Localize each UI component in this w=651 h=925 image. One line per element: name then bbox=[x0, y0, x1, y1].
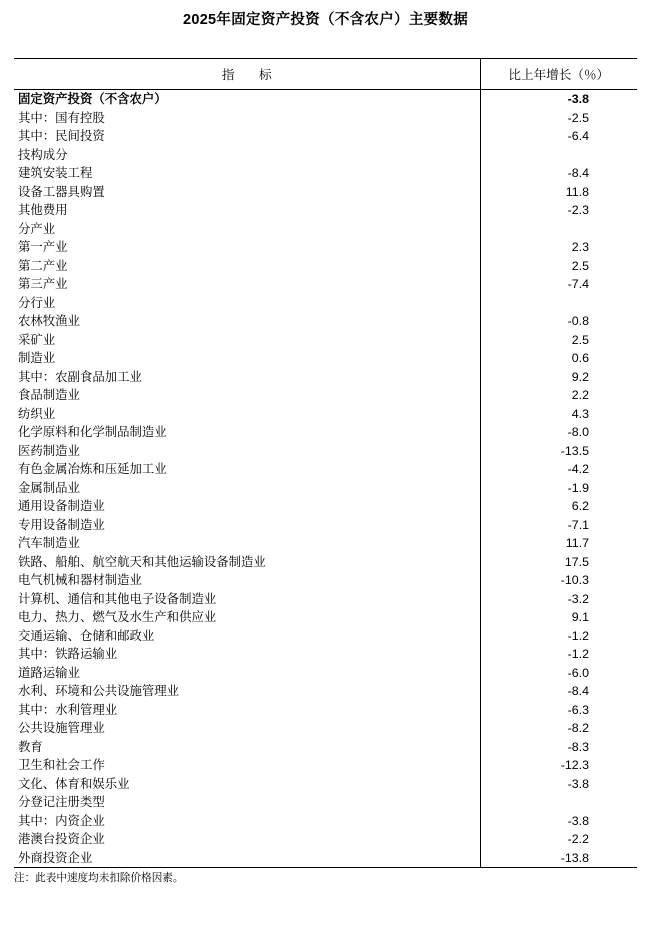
row-label: 其中：农副食品加工业 bbox=[14, 368, 480, 387]
document-page bbox=[0, 10, 651, 925]
row-value: -10.3 bbox=[560, 573, 589, 588]
row-value: -6.3 bbox=[567, 702, 589, 717]
table-row bbox=[14, 331, 637, 350]
row-label: 设备工器具购置 bbox=[14, 183, 480, 202]
row-label: 第一产业 bbox=[14, 238, 480, 257]
row-value: 11.7 bbox=[565, 536, 589, 551]
row-label: 专用设备制造业 bbox=[14, 516, 480, 535]
row-label: 其中：民间投资 bbox=[14, 127, 480, 146]
row-value: -1.2 bbox=[567, 647, 589, 662]
table-row bbox=[14, 479, 637, 498]
row-label: 采矿业 bbox=[14, 331, 480, 350]
row-label: 固定资产投资（不含农户） bbox=[14, 90, 480, 109]
main-data-table bbox=[14, 58, 637, 867]
row-label: 金属制品业 bbox=[14, 479, 480, 498]
table-row bbox=[14, 497, 637, 516]
column-header-growth: 比上年增长（％） bbox=[480, 59, 637, 90]
table-note: 注：此表中速度均未扣除价格因素。 bbox=[14, 872, 184, 885]
row-label: 制造业 bbox=[14, 349, 480, 368]
table-row bbox=[14, 312, 637, 331]
table-row bbox=[14, 460, 637, 479]
row-value: -2.3 bbox=[567, 203, 589, 218]
row-value: -8.4 bbox=[567, 684, 589, 699]
row-value: -1.9 bbox=[567, 480, 589, 495]
row-label: 其他费用 bbox=[14, 201, 480, 220]
row-label: 水利、环境和公共设施管理业 bbox=[14, 682, 480, 701]
row-value: -0.8 bbox=[567, 314, 589, 329]
row-label: 港澳台投资企业 bbox=[14, 830, 480, 849]
data-table-container bbox=[14, 58, 637, 867]
table-row bbox=[14, 701, 637, 720]
row-label: 纺织业 bbox=[14, 405, 480, 424]
row-value: -8.3 bbox=[567, 739, 589, 754]
row-value: -12.3 bbox=[560, 758, 589, 773]
row-value: 9.1 bbox=[571, 610, 589, 625]
row-label: 道路运输业 bbox=[14, 664, 480, 683]
row-label: 农林牧渔业 bbox=[14, 312, 480, 331]
table-row bbox=[14, 608, 637, 627]
row-value: 17.5 bbox=[564, 554, 589, 569]
table-row bbox=[14, 849, 637, 868]
table-row bbox=[14, 812, 637, 831]
row-label: 第三产业 bbox=[14, 275, 480, 294]
row-value: -8.2 bbox=[567, 721, 589, 736]
table-row bbox=[14, 164, 637, 183]
table-row bbox=[14, 627, 637, 646]
row-label: 其中：内资企业 bbox=[14, 812, 480, 831]
table-header-row bbox=[14, 59, 637, 90]
table-row bbox=[14, 738, 637, 757]
row-value: 0.6 bbox=[571, 351, 589, 366]
table-row bbox=[14, 405, 637, 424]
row-value: -4.2 bbox=[567, 462, 589, 477]
table-row bbox=[14, 109, 637, 128]
table-row bbox=[14, 534, 637, 553]
table-row bbox=[14, 349, 637, 368]
row-label: 汽车制造业 bbox=[14, 534, 480, 553]
table-row bbox=[14, 756, 637, 775]
column-header-indicator-label: 指 标 bbox=[221, 68, 278, 83]
table-row bbox=[14, 571, 637, 590]
row-value: -13.8 bbox=[560, 850, 589, 865]
table-row bbox=[14, 664, 637, 683]
table-bottom-rule bbox=[14, 867, 637, 868]
row-label: 教育 bbox=[14, 738, 480, 757]
row-value: 6.2 bbox=[571, 499, 589, 514]
page-title: 2025年固定资产投资（不含农户）主要数据 bbox=[182, 12, 469, 28]
table-row bbox=[14, 516, 637, 535]
row-label: 卫生和社会工作 bbox=[14, 756, 480, 775]
row-label: 电力、热力、燃气及水生产和供应业 bbox=[14, 608, 480, 627]
row-label: 其中：国有控股 bbox=[14, 109, 480, 128]
row-value: 4.3 bbox=[571, 406, 589, 421]
row-label: 其中：铁路运输业 bbox=[14, 645, 480, 664]
row-value: -6.0 bbox=[567, 665, 589, 680]
row-value: -3.2 bbox=[567, 591, 589, 606]
row-value bbox=[480, 146, 637, 165]
table-row bbox=[14, 793, 637, 812]
row-value: 2.3 bbox=[571, 240, 589, 255]
table-row bbox=[14, 442, 637, 461]
table-row bbox=[14, 423, 637, 442]
row-value: 11.8 bbox=[565, 184, 589, 199]
row-value: -8.4 bbox=[567, 166, 589, 181]
column-header-indicator bbox=[14, 59, 480, 90]
row-label: 外商投资企业 bbox=[14, 849, 480, 868]
table-row bbox=[14, 238, 637, 257]
table-row bbox=[14, 830, 637, 849]
row-label: 分产业 bbox=[14, 220, 480, 239]
table-row bbox=[14, 220, 637, 239]
row-label: 公共设施管理业 bbox=[14, 719, 480, 738]
row-label: 第二产业 bbox=[14, 257, 480, 276]
row-value: -8.0 bbox=[567, 425, 589, 440]
row-value bbox=[480, 220, 637, 239]
row-label: 有色金属冶炼和压延加工业 bbox=[14, 460, 480, 479]
table-row bbox=[14, 146, 637, 165]
row-value: 9.2 bbox=[571, 369, 589, 384]
row-value: -6.4 bbox=[567, 129, 589, 144]
row-value: -2.2 bbox=[567, 832, 589, 847]
row-label: 计算机、通信和其他电子设备制造业 bbox=[14, 590, 480, 609]
table-row bbox=[14, 645, 637, 664]
table-row bbox=[14, 368, 637, 387]
table-row bbox=[14, 553, 637, 572]
table-row bbox=[14, 590, 637, 609]
row-value: 2.2 bbox=[571, 388, 589, 403]
row-label: 电气机械和器材制造业 bbox=[14, 571, 480, 590]
row-value: -7.4 bbox=[567, 277, 589, 292]
row-label: 交通运输、仓储和邮政业 bbox=[14, 627, 480, 646]
row-value: 2.5 bbox=[571, 258, 589, 273]
row-value bbox=[480, 294, 637, 313]
table-row bbox=[14, 201, 637, 220]
row-label: 分登记注册类型 bbox=[14, 793, 480, 812]
table-row bbox=[14, 294, 637, 313]
table-row bbox=[14, 257, 637, 276]
row-label: 建筑安装工程 bbox=[14, 164, 480, 183]
row-label: 医药制造业 bbox=[14, 442, 480, 461]
table-row bbox=[14, 183, 637, 202]
table-row bbox=[14, 719, 637, 738]
row-value: -2.5 bbox=[567, 110, 589, 125]
row-label: 其中：水利管理业 bbox=[14, 701, 480, 720]
row-value: 2.5 bbox=[571, 332, 589, 347]
row-label: 分行业 bbox=[14, 294, 480, 313]
row-value: -1.2 bbox=[567, 628, 589, 643]
table-header bbox=[14, 59, 637, 90]
row-label: 技构成分 bbox=[14, 146, 480, 165]
row-label: 食品制造业 bbox=[14, 386, 480, 405]
row-value: -3.8 bbox=[567, 92, 589, 107]
table-row bbox=[14, 90, 637, 109]
row-label: 铁路、船舶、航空航天和其他运输设备制造业 bbox=[14, 553, 480, 572]
table-row bbox=[14, 275, 637, 294]
table-row bbox=[14, 127, 637, 146]
row-label: 化学原料和化学制品制造业 bbox=[14, 423, 480, 442]
row-value: -3.8 bbox=[567, 776, 589, 791]
row-value: -13.5 bbox=[560, 443, 589, 458]
row-label: 通用设备制造业 bbox=[14, 497, 480, 516]
row-label: 文化、体育和娱乐业 bbox=[14, 775, 480, 794]
table-row bbox=[14, 775, 637, 794]
table-row bbox=[14, 682, 637, 701]
row-value: -3.8 bbox=[567, 813, 589, 828]
row-value: -7.1 bbox=[567, 517, 589, 532]
table-row bbox=[14, 386, 637, 405]
table-body bbox=[14, 90, 637, 868]
row-value bbox=[480, 793, 637, 812]
